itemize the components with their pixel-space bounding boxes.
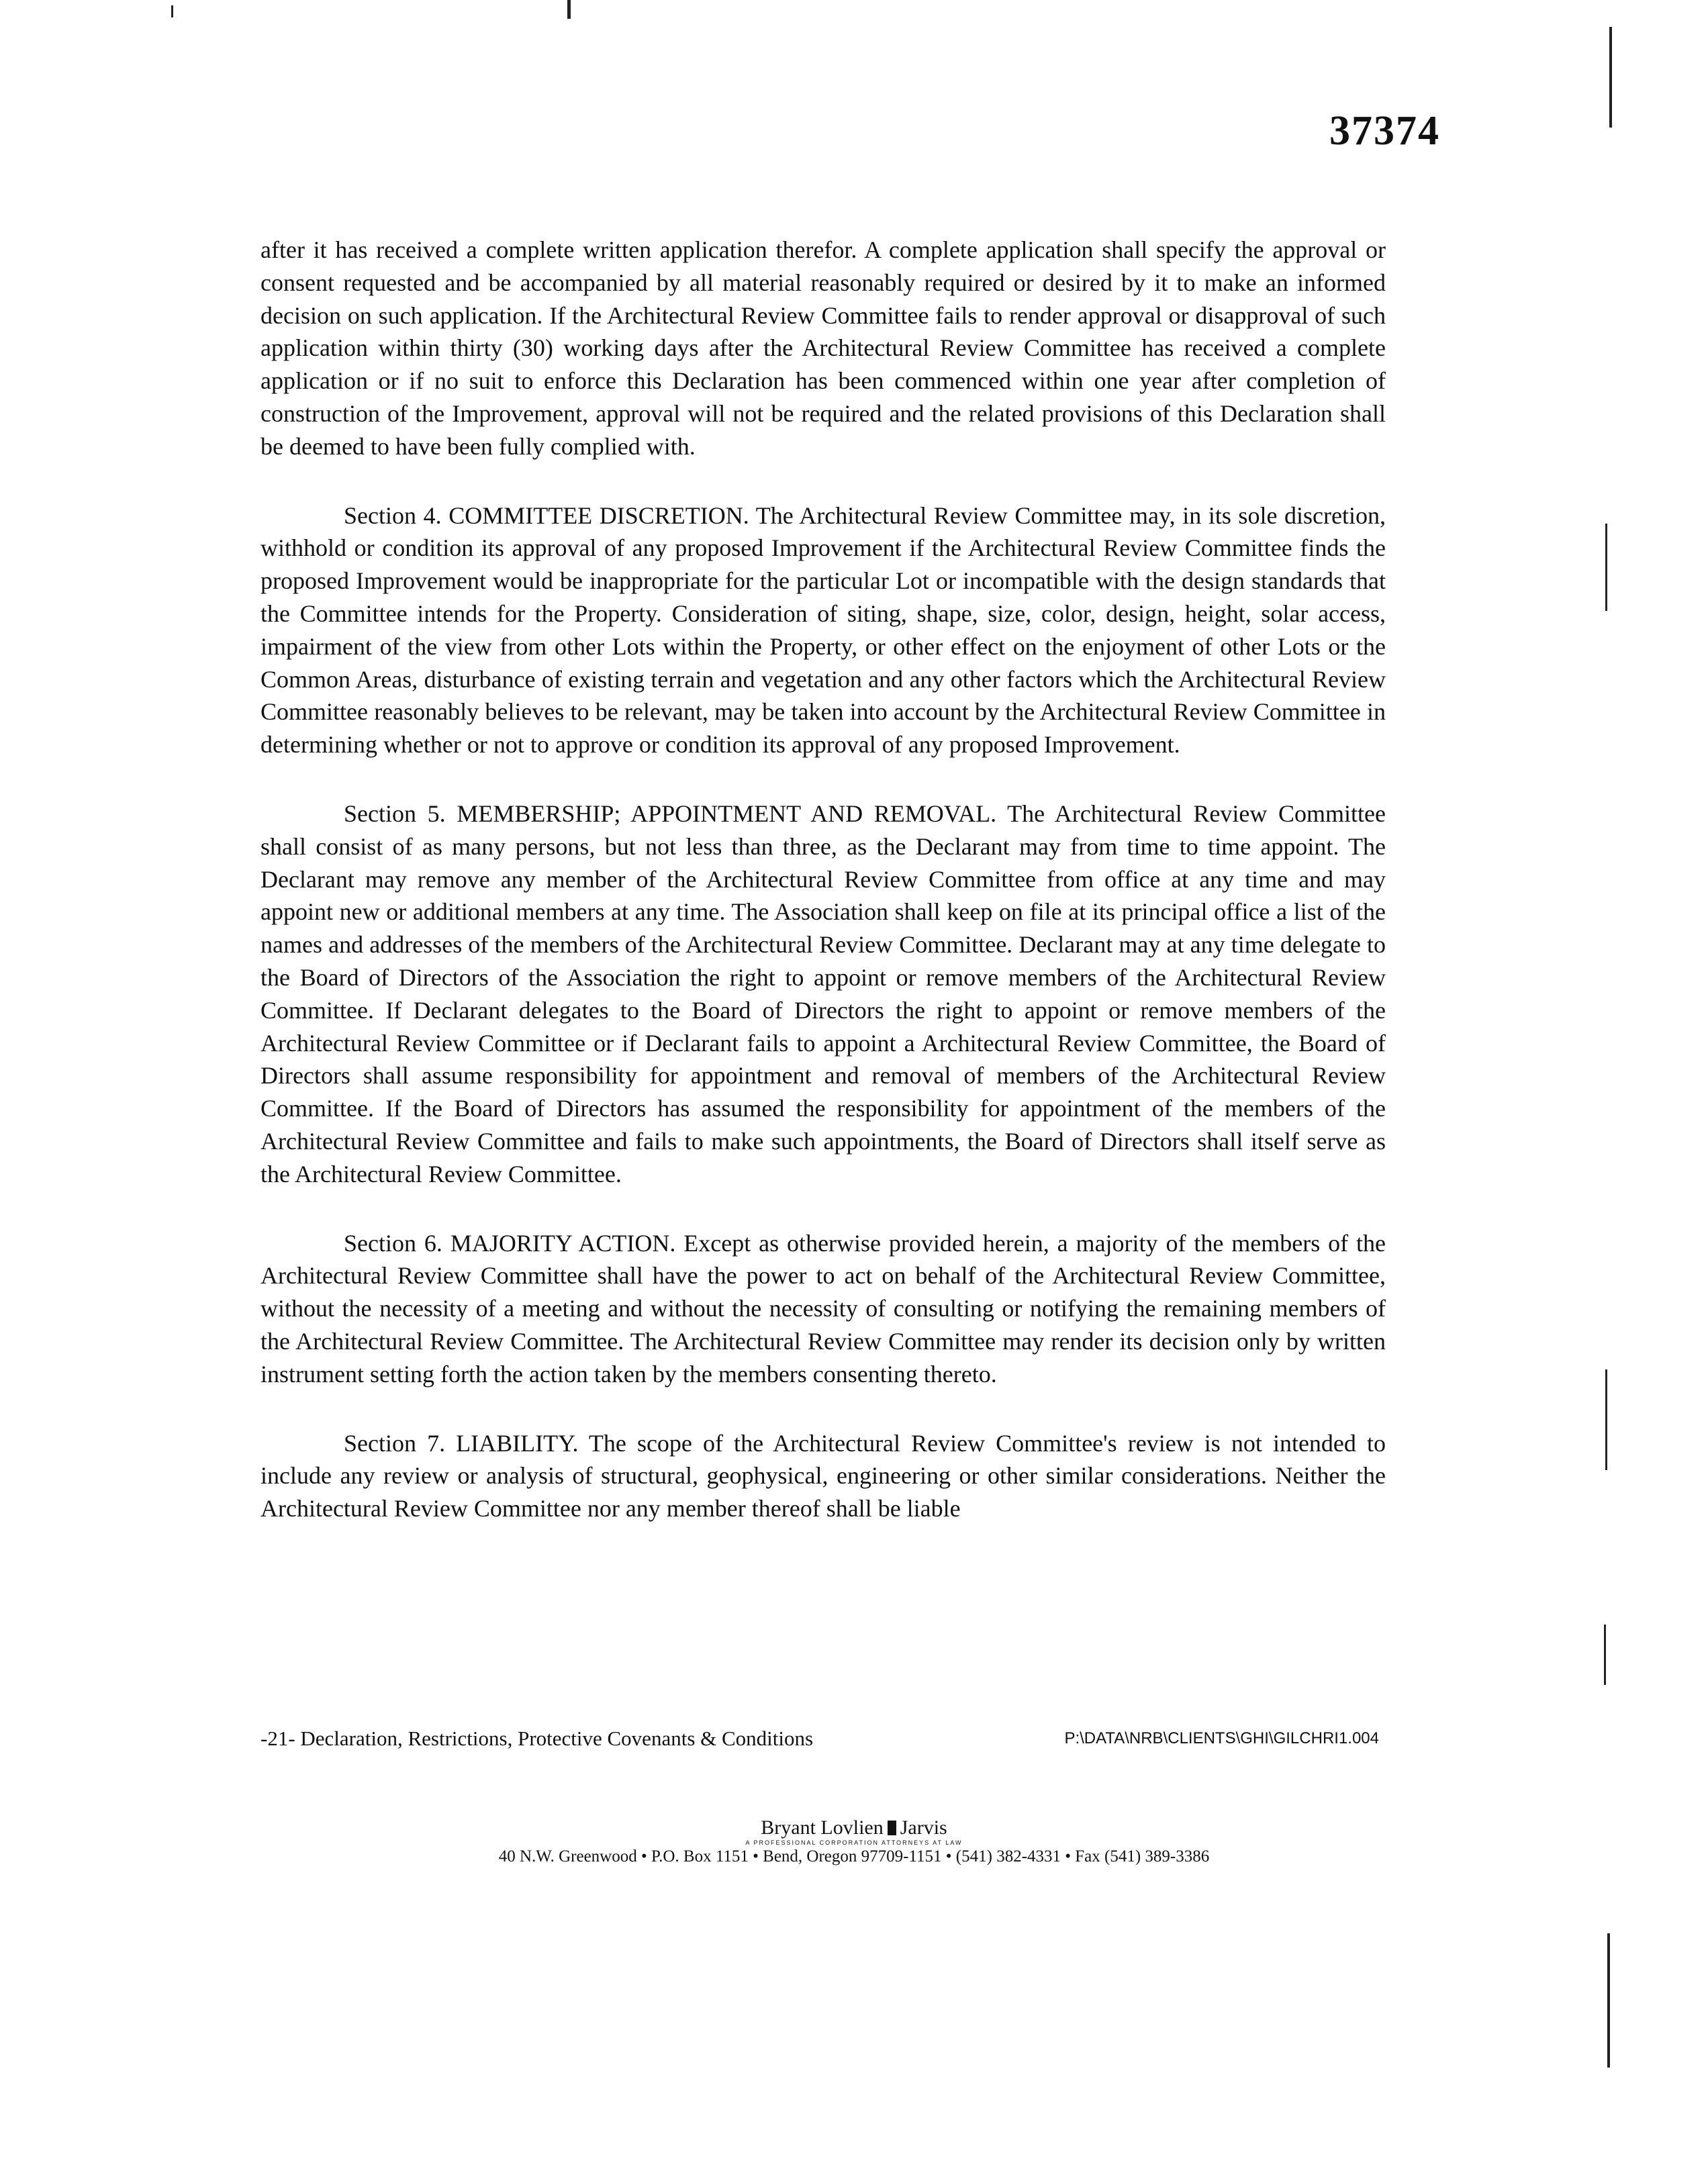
- firm-name-part-2: Jarvis: [900, 1817, 947, 1839]
- paragraph-section-6: Section 6. MAJORITY ACTION. Except as otherwise provided herein, a majority of the members of the Architectural Review Committee shall have the power to act on behalf of the Architectural Review Committee, without the necessity of a meeting and without the necessity of consulting or notifying the remaining members of the Architectural Review Committee. The Architectural Review Committee may render its decision only by written instrument setting forth the action taken by the members consenting thereto.: [260, 1229, 1386, 1388]
- scan-edge-mark: [1605, 1369, 1607, 1470]
- paragraph-continuation: after it has received a complete written application therefor. A complete application shall specify the approval or consent requested and be accompanied by all material reasonably required or desired by it to make an informed decision on such application. If the Architectural Review Committee fails to render approval or disapproval of such application within thirty (30) working days after the Architectural Review Committee has received a complete application or if no suit to enforce this Declaration has been commenced within one year after completion of construction of the Improvement, approval will not be required and the related provisions of this Declaration shall be deemed to have been fully complied with.: [260, 236, 1386, 460]
- square-separator-icon: [888, 1821, 896, 1835]
- scan-edge-mark: [1604, 1625, 1606, 1685]
- firm-name-part-1: Bryant Lovlien: [761, 1817, 884, 1839]
- page-footer: [260, 1727, 1386, 1759]
- letterhead: [0, 1817, 1708, 1866]
- firm-name: [761, 1817, 947, 1839]
- firm-address: 40 N.W. Greenwood • P.O. Box 1151 • Bend, Oregon 97709-1151 • (541) 382-4331 • Fax (541) 389-3386: [498, 1847, 1210, 1866]
- scan-edge-mark: [1609, 27, 1612, 128]
- paragraph-section-4: Section 4. COMMITTEE DISCRETION. The Architectural Review Committee may, in its sole discretion, withhold or condition its approval of any proposed Improvement if the Architectural Review Committee finds the proposed Improvement would be inappropriate for the particular Lot or incompatible with the design standards that the Committee intends for the Property. Consideration of siting, shape, size, color, design, height, solar access, impairment of the view from other Lots within the Property, or other effect on the enjoyment of other Lots or the Common Areas, disturbance of existing terrain and vegetation and any other factors which the Architectural Review Committee reasonably believes to be relevant, may be taken into account by the Architectural Review Committee in determining whether or not to approve or condition its approval of any proposed Improvement.: [260, 501, 1386, 759]
- scan-edge-mark: [567, 0, 571, 19]
- scan-edge-mark: [1605, 524, 1607, 611]
- document-body: [260, 234, 1386, 1561]
- paragraph-section-7: Section 7. LIABILITY. The scope of the Architectural Review Committee's review is not intended to include any review or analysis of structural, geophysical, engineering or other similar considerations. Neither the Architectural Review Committee nor any member thereof shall be liable: [260, 1429, 1386, 1522]
- page-number: 37374: [1329, 108, 1440, 154]
- scan-edge-mark: [1607, 1933, 1610, 2068]
- footer-document-title: -21- Declaration, Restrictions, Protective Covenants & Conditions: [260, 1727, 814, 1750]
- scan-edge-mark: [171, 5, 173, 17]
- footer-file-path: P:\DATA\NRB\CLIENTS\GHI\GILCHRI1.004: [1064, 1729, 1379, 1747]
- firm-subtitle: A PROFESSIONAL CORPORATION ATTORNEYS AT LAW: [745, 1839, 963, 1846]
- paragraph-section-5: Section 5. MEMBERSHIP; APPOINTMENT AND REMOVAL. The Architectural Review Committee shall consist of as many persons, but not less than three, as the Declarant may from time to time appoint. The Declarant may remove any member of the Architectural Review Committee from office at any time and may appoint new or additional members at any time. The Association shall keep on file at its principal office a list of the names and addresses of the members of the Architectural Review Committee. Declarant may at any time delegate to the Board of Directors of the Association the right to appoint or remove members of the Architectural Review Committee. If Declarant delegates to the Board of Directors the right to appoint or remove members of the Architectural Review Committee or if Declarant fails to appoint a Architectural Review Committee, the Board of Directors shall assume responsibility for appointment and removal of members of the Architectural Review Committee. If the Board of Directors has assumed the responsibility for appointment of the members of the Architectural Review Committee and fails to make such appointments, the Board of Directors shall itself serve as the Architectural Review Committee.: [260, 800, 1386, 1188]
